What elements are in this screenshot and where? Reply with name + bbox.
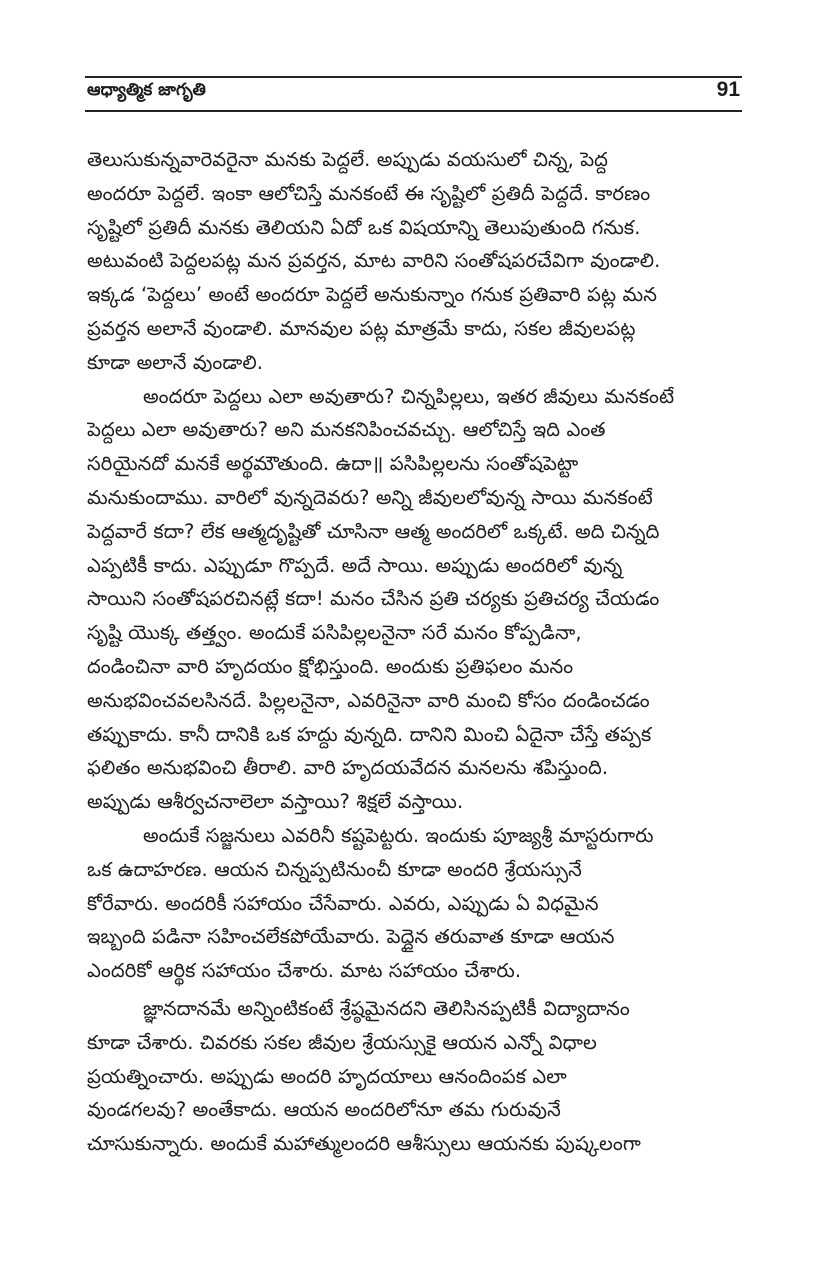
header-bottom-rule	[85, 110, 742, 112]
text-line: అందరూ పెద్దలే. ఇంకా ఆలోచిస్తే మనకంటే ఈ సృష్టిలో ప్రతిదీ పెద్దదే. కారణం	[87, 181, 651, 205]
text-line: ఇబ్బంది పడినా సహించలేకపోయేవారు. పెద్దైన తరువాత కూడా ఆయన	[87, 925, 615, 949]
page-number: 91	[716, 78, 740, 101]
text-line: కూడా అలానే వుండాలి.	[87, 350, 264, 374]
text-line: అటువంటి పెద్దలపట్ల మన ప్రవర్తన, మాట వారిని సంతోషపరచేవిగా వుండాలి.	[87, 249, 661, 273]
text-line: ఎందరికో ఆర్థిక సహాయం చేశారు. మాట సహాయం చేశారు.	[87, 959, 522, 983]
text-line: సరియైనదో మనకే అర్థమౌతుంది. ఉదా॥ పసిపిల్లలను సంతోషపెట్టా	[87, 452, 579, 476]
text-line: ఒక ఉదాహరణ. ఆయన చిన్నప్పటినుంచీ కూడా అందరి శ్రేయస్సునే	[87, 857, 582, 881]
text-line: ఇక్కడ ‘పెద్దలు’ అంటే అందరూ పెద్దలే అనుకున్నాం గనుక ప్రతివారి పట్ల మన	[87, 283, 657, 307]
text-line: అప్పుడు ఆశీర్వచనాలెలా వస్తాయి? శిక్షలే వస్తాయి.	[87, 790, 464, 814]
paragraph-2	[87, 380, 737, 819]
header-top-rule	[85, 76, 742, 78]
text-line: దండించినా వారి హృదయం క్షోభిస్తుంది. అందుకు ప్రతిఫలం మనం	[87, 654, 574, 678]
paragraph-4	[87, 992, 737, 1161]
text-line: కోరేవారు. అందరికీ సహాయం చేసేవారు. ఎవరు, ఎప్పుడు ఏ విధమైన	[87, 891, 599, 915]
text-line: సృష్టి యొక్క తత్త్వం. అందుకే పసిపిల్లలనైనా సరే మనం కోప్పడినా,	[87, 621, 582, 645]
text-line: అనుభవించవలసినదే. పిల్లలనైనా, ఎవరినైనా వారి మంచి కోసం దండించడం	[87, 688, 650, 712]
text-line: ఎప్పటికీ కాదు. ఎప్పుడూ గొప్పదే. అదే సాయి. అప్పుడు అందరిలో వున్న	[87, 553, 623, 577]
text-line: పెద్దవారే కదా? లేక ఆత్మదృష్టితో చూసినా ఆత్మ అందరిలో ఒక్కటే. అది చిన్నది	[87, 519, 660, 543]
text-line: పెద్దలు ఎలా అవుతారు? అని మనకనిపించవచ్చు. ఆలోచిస్తే ఇది ఎంత	[87, 418, 606, 442]
text-line: ప్రవర్తన అలానే వుండాలి. మానవుల పట్ల మాత్రమే కాదు, సకల జీవులపట్ల	[87, 316, 636, 340]
text-line: చూసుకున్నారు. అందుకే మహాత్ములందరి ఆశీస్సులు ఆయనకు పుష్కలంగా	[87, 1132, 641, 1156]
text-line: తెలుసుకున్నవారెవరైనా మనకు పెద్దలే. అప్పుడు వయసులో చిన్న, పెద్ద	[87, 148, 609, 171]
text-line: కూడా చేశారు. చివరకు సకల జీవుల శ్రేయస్సుకై ఆయన ఎన్నో విధాల	[87, 1030, 597, 1054]
text-line: సృష్టిలో ప్రతిదీ మనకు తెలియని ఏదో ఒక విషయాన్ని తెలుపుతుంది గనుక.	[87, 215, 641, 239]
book-title: ఆధ్యాత్మిక జాగృతి	[87, 80, 206, 100]
text-line: అందుకే సజ్జనులు ఎవరినీ కష్టపెట్టరు. ఇందుకు పూజ్యశ్రీ మాస్టరుగారు	[143, 823, 654, 847]
text-line: సాయిని సంతోషపరచినట్లే కదా! మనం చేసిన ప్రతి చర్యకు ప్రతిచర్య చేయడం	[87, 587, 660, 611]
text-line: అందరూ పెద్దలు ఎలా అవుతారు? చిన్నపిల్లలు, ఇతర జీవులు మనకంటే	[143, 384, 675, 408]
text-line: జ్ఞానదానమే అన్నింటికంటే శ్రేష్ఠమైనదని తెలిసినప్పటికీ విద్యాదానం	[143, 996, 630, 1020]
paragraph-3	[87, 819, 737, 988]
text-line: ఫలితం అనుభవించి తీరాలి. వారి హృదయవేదన మనలను శపిస్తుంది.	[87, 756, 609, 780]
paragraph-1	[87, 143, 737, 380]
page-body	[87, 143, 737, 1161]
running-header	[85, 76, 742, 114]
text-line: ప్రయత్నించారు. అప్పుడు అందరి హృదయాలు ఆనందింపక ఎలా	[87, 1064, 567, 1088]
text-line: వుండగలవు? అంతేకాదు. ఆయన అందరిలోనూ తమ గురువునే	[87, 1098, 561, 1122]
text-line: మనుకుందాము. వారిలో వున్నదెవరు? అన్ని జీవులలోవున్న సాయి మనకంటే	[87, 485, 653, 509]
text-line: తప్పుకాదు. కానీ దానికి ఒక హద్దు వున్నది. దానిని మించి ఏదైనా చేస్తే తప్పక	[87, 722, 652, 746]
